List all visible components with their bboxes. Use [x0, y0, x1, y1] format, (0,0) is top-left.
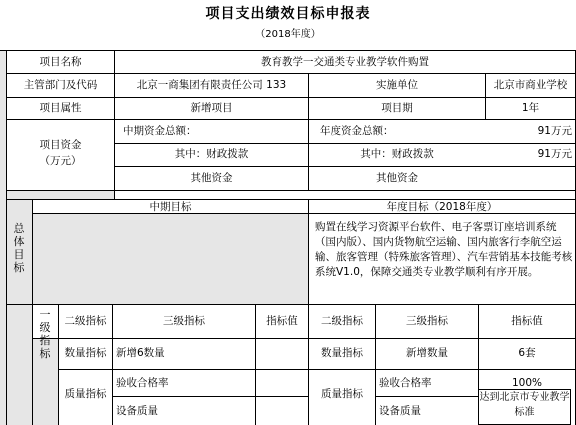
level2-header-annual: 二级指标: [321, 315, 363, 327]
value-header-annual: 指标值: [511, 315, 543, 327]
annual-fiscal-label: 其中：财政拨款: [360, 148, 434, 160]
project-period-value: 1年: [521, 102, 540, 114]
table-row-quantity-l2-annual: 数量指标: [321, 347, 363, 359]
annual-fiscal-value: 91万元: [537, 148, 572, 160]
gap-cell: [6, 190, 114, 199]
impl-unit-value: 北京市商业学校: [493, 79, 568, 91]
mid-total-label: 中期资金总额：: [123, 125, 197, 137]
form-title: 项目支出绩效目标申报表: [205, 6, 371, 22]
dept-label: 主管部门及代码: [23, 79, 98, 91]
funds-unit: （万元）: [39, 155, 82, 167]
mid-goal-header: 中期目标: [149, 201, 192, 213]
table-row-quantity-l3-annual: 新增数量: [406, 347, 448, 359]
table-row-quantity-value: 6套: [518, 347, 536, 359]
level1-header: 一级指标: [39, 308, 51, 360]
project-attr-label: 项目属性: [39, 102, 82, 114]
table-row-quality-l2: 质量指标: [64, 388, 107, 400]
mid-other-label: 其他资金: [190, 172, 233, 184]
table-row-quality-value: 100%: [511, 377, 543, 389]
table-row-equipment-l3-annual: 设备质量: [379, 405, 421, 417]
form-year: （2018年度）: [255, 29, 321, 40]
value-header-mid: 指标值: [266, 315, 298, 327]
mid-fiscal-label: 其中：财政拨款: [174, 148, 249, 160]
project-name-value: 教育教学一交通类专业教学软件购置: [261, 56, 429, 68]
annual-goal-header: 年度目标（2018年度）: [386, 201, 498, 213]
project-period-label: 项目期: [381, 102, 413, 114]
table-row-quality-l2-annual: 质量指标: [321, 388, 363, 400]
table-row-equipment-l3: 设备质量: [116, 405, 158, 417]
table-row-quality-l3-annual: 验收合格率: [379, 377, 432, 389]
annual-total-value: 91万元: [537, 125, 572, 137]
annual-other-label: 其他资金: [376, 172, 418, 184]
mid-goal-fill: [32, 213, 308, 304]
table-row-quantity-l3: 新增6数量: [116, 347, 165, 359]
funds-label: 项目资金: [39, 139, 82, 151]
indicator-left-strip: [6, 304, 32, 425]
table-row-quality-l3: 验收合格率: [116, 377, 169, 389]
equipment-quality-value: 达到北京市专业教学标准: [478, 389, 571, 425]
level3-header-annual: 三级指标: [406, 315, 448, 327]
annual-total-label: 年度资金总额：: [320, 125, 394, 137]
impl-unit-label: 实施单位: [376, 79, 418, 91]
overall-goal-label: 总体目标: [13, 222, 25, 274]
level3-header-mid: 三级指标: [163, 315, 205, 327]
table-row-quantity-l2: 数量指标: [64, 347, 107, 359]
level2-header-mid: 二级指标: [64, 315, 107, 327]
project-name-label: 项目名称: [39, 56, 82, 68]
annual-goal-text: 购置在线学习资源平台软件、电子客票订座培训系统（国内版）、国内货物航空运输、国内旅客行李航空运输、旅客管理（特殊旅客管理）、汽车营销基本技能考核系统V1.0，保障交通类专业教学顺利有序开展。: [315, 221, 573, 278]
project-attr-value: 新增项目: [190, 102, 233, 114]
dept-value: 北京一商集团有限责任公司 133: [136, 79, 287, 91]
